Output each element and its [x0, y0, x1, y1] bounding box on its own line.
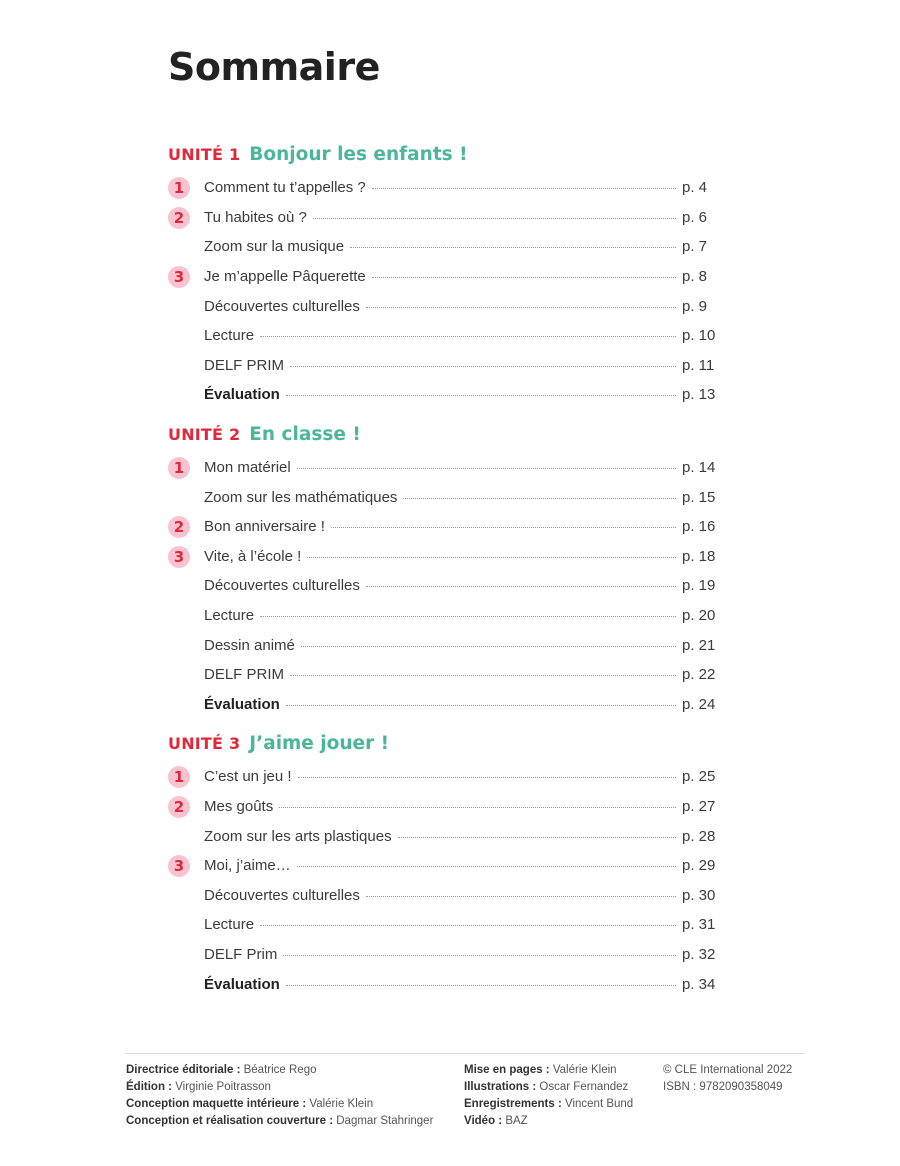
- credit-role: Conception et réalisation couverture :: [126, 1115, 334, 1127]
- lesson-number-badge: 1: [168, 766, 190, 788]
- toc-page-number: p. 30: [682, 886, 716, 904]
- dotted-leader: [290, 674, 676, 676]
- toc-entry-line: [204, 637, 718, 654]
- toc-page-number: p. 21: [682, 636, 716, 654]
- credit-role: Illustrations :: [464, 1081, 537, 1093]
- toc-page-number: p. 15: [682, 488, 716, 506]
- toc-entry-title: Lecture: [204, 607, 255, 625]
- credit-value: Oscar Fernandez: [539, 1081, 629, 1093]
- footer-credits-col1: [126, 1062, 433, 1130]
- toc-page-number: p. 9: [682, 297, 708, 315]
- dotted-leader: [297, 865, 676, 867]
- credit-line: [126, 1062, 433, 1079]
- toc-entry-line: [204, 548, 718, 565]
- toc-entry[interactable]: [168, 351, 728, 381]
- dotted-leader: [298, 776, 676, 778]
- toc-entry-line: [204, 386, 718, 403]
- toc-entry[interactable]: [168, 262, 728, 292]
- credit-value: Vincent Bund: [564, 1098, 634, 1110]
- toc-page-number: p. 32: [682, 945, 716, 963]
- credit-value: ISBN : 9782090358049: [663, 1081, 783, 1093]
- credit-value: Virginie Poitrasson: [175, 1081, 271, 1093]
- toc-entry-title: Mon matériel: [204, 459, 291, 477]
- lesson-number-badge: 1: [168, 457, 190, 479]
- dotted-leader: [366, 895, 676, 897]
- toc-page-number: p. 11: [682, 356, 715, 374]
- lesson-number-badge: 2: [168, 516, 190, 538]
- credit-role: Édition :: [126, 1081, 172, 1093]
- credit-line: [464, 1079, 633, 1096]
- toc-entry-title: Lecture: [204, 327, 255, 345]
- toc-page-number: p. 28: [682, 827, 716, 845]
- toc-page-number: p. 24: [682, 695, 716, 713]
- toc-entry-line: [204, 459, 718, 476]
- toc-entry-title: DELF Prim: [204, 945, 278, 963]
- toc-entry[interactable]: [168, 940, 728, 970]
- toc-entry-line: [204, 828, 718, 845]
- table-of-contents: [168, 144, 728, 1013]
- toc-page-number: p. 18: [682, 547, 716, 565]
- toc-entry-line: [204, 666, 718, 683]
- page-title: Sommaire: [168, 45, 380, 89]
- toc-entry[interactable]: [168, 821, 728, 851]
- toc-entry-title: C’est un jeu !: [204, 768, 292, 786]
- dotted-leader: [331, 526, 676, 528]
- toc-entry-title: Tu habites où ?: [204, 208, 307, 226]
- dotted-leader: [301, 645, 676, 647]
- toc-page-number: p. 7: [682, 238, 708, 256]
- toc-entry-title: Zoom sur la musique: [204, 238, 345, 256]
- toc-page-number: p. 34: [682, 975, 716, 993]
- toc-entry[interactable]: [168, 969, 728, 999]
- dotted-leader: [366, 306, 676, 308]
- unit-title: J’aime jouer !: [249, 733, 390, 755]
- toc-entry-title: Mes goûts: [204, 797, 274, 815]
- dotted-leader: [286, 984, 676, 986]
- toc-entry-line: [204, 357, 718, 374]
- credit-role: Conception maquette intérieure :: [126, 1098, 307, 1110]
- dotted-leader: [286, 394, 676, 396]
- dotted-leader: [283, 954, 676, 956]
- toc-entry-line: [204, 327, 718, 344]
- toc-entry-line: [204, 887, 718, 904]
- credit-line: [464, 1096, 633, 1113]
- toc-entry-title: Évaluation: [204, 695, 280, 713]
- toc-entry-title: Moi, j’aime…: [204, 857, 291, 875]
- dotted-leader: [286, 704, 676, 706]
- lesson-number-badge: 3: [168, 266, 190, 288]
- dotted-leader: [403, 497, 676, 499]
- toc-page-number: p. 10: [682, 327, 716, 345]
- credit-value: Dagmar Stahringer: [336, 1115, 434, 1127]
- toc-entry-title: DELF PRIM: [204, 666, 285, 684]
- dotted-leader: [313, 217, 676, 219]
- credit-line: [464, 1113, 633, 1130]
- toc-page-number: p. 25: [682, 768, 716, 786]
- toc-entry-line: [204, 577, 718, 594]
- toc-entry-title: Zoom sur les mathématiques: [204, 488, 398, 506]
- toc-page-number: p. 27: [682, 797, 716, 815]
- toc-entry[interactable]: [168, 321, 728, 351]
- dotted-leader: [398, 836, 676, 838]
- toc-page-number: p. 22: [682, 666, 716, 684]
- dotted-leader: [290, 365, 676, 367]
- toc-entry-title: Découvertes culturelles: [204, 297, 360, 315]
- toc-entry-title: DELF PRIM: [204, 356, 285, 374]
- toc-entry-title: Zoom sur les arts plastiques: [204, 827, 392, 845]
- toc-page-number: p. 13: [682, 386, 716, 404]
- unit-title: En classe !: [249, 423, 361, 445]
- toc-page-number: p. 20: [682, 607, 716, 625]
- unit-title: Bonjour les enfants !: [249, 144, 468, 165]
- toc-entry-title: Évaluation: [204, 386, 280, 404]
- footer-copyright: [663, 1062, 792, 1096]
- lesson-number-badge: 2: [168, 207, 190, 229]
- toc-entry-line: [204, 268, 718, 285]
- toc-entry[interactable]: [168, 630, 728, 660]
- toc-entry-line: [204, 238, 718, 255]
- toc-page-number: p. 31: [682, 916, 716, 934]
- credit-line: [464, 1062, 633, 1079]
- dotted-leader: [260, 615, 676, 617]
- toc-entry[interactable]: [168, 291, 728, 321]
- dotted-leader: [350, 246, 676, 248]
- toc-page-number: p. 19: [682, 577, 716, 595]
- toc-entry[interactable]: [168, 910, 728, 940]
- dotted-leader: [297, 467, 676, 469]
- toc-entry[interactable]: [168, 851, 728, 881]
- toc-entry[interactable]: [168, 690, 728, 720]
- toc-entry[interactable]: [168, 512, 728, 542]
- toc-entry-line: [204, 179, 718, 196]
- dotted-leader: [366, 585, 676, 587]
- credit-line: [126, 1113, 433, 1130]
- toc-entry[interactable]: [168, 762, 728, 792]
- toc-entry-line: [204, 946, 718, 963]
- toc-entry-line: [204, 298, 718, 315]
- footer-divider: [125, 1053, 805, 1054]
- toc-entry-line: [204, 696, 718, 713]
- toc-page-number: p. 4: [682, 179, 708, 197]
- dotted-leader: [279, 806, 676, 808]
- toc-entry-line: [204, 857, 718, 874]
- toc-entry-line: [204, 607, 718, 624]
- dotted-leader: [260, 924, 676, 926]
- toc-entry[interactable]: [168, 482, 728, 512]
- toc-entry[interactable]: [168, 601, 728, 631]
- toc-entry[interactable]: [168, 173, 728, 203]
- credit-value: BAZ: [505, 1115, 528, 1127]
- toc-entry-title: Découvertes culturelles: [204, 577, 360, 595]
- credit-line: [663, 1079, 792, 1096]
- unit-label: UNITÉ 3: [168, 734, 241, 754]
- unit-section: [168, 144, 728, 410]
- dotted-leader: [372, 187, 676, 189]
- dotted-leader: [260, 335, 676, 337]
- toc-entry-title: Bon anniversaire !: [204, 518, 325, 536]
- unit-label: UNITÉ 1: [168, 145, 241, 164]
- toc-entry-title: Évaluation: [204, 975, 280, 993]
- toc-entry-title: Vite, à l’école !: [204, 547, 302, 565]
- toc-entry-title: Je m’appelle Pâquerette: [204, 268, 366, 286]
- credit-role: Mise en pages :: [464, 1064, 550, 1076]
- credit-line: [663, 1062, 792, 1079]
- toc-entry[interactable]: [168, 232, 728, 262]
- dotted-leader: [372, 276, 676, 278]
- unit-label: UNITÉ 2: [168, 424, 241, 444]
- toc-page-number: p. 16: [682, 518, 716, 536]
- unit-header: [168, 424, 728, 450]
- lesson-number-badge: 3: [168, 855, 190, 877]
- toc-entry-line: [204, 976, 718, 993]
- unit-section: [168, 733, 728, 999]
- toc-entry-line: [204, 768, 718, 785]
- toc-entry[interactable]: [168, 792, 728, 822]
- toc-page-number: p. 6: [682, 208, 708, 226]
- toc-entry[interactable]: [168, 571, 728, 601]
- toc-entry-line: [204, 916, 718, 933]
- toc-entry-line: [204, 798, 718, 815]
- credit-value: Valérie Klein: [309, 1098, 374, 1110]
- lesson-number-badge: 2: [168, 796, 190, 818]
- toc-entry-title: Découvertes culturelles: [204, 886, 360, 904]
- toc-entry-line: [204, 489, 718, 506]
- credit-value: © CLE International 2022: [663, 1064, 793, 1076]
- toc-entry-line: [204, 209, 718, 226]
- unit-header: [168, 733, 728, 759]
- toc-entry[interactable]: [168, 380, 728, 410]
- credit-role: Enregistrements :: [464, 1098, 562, 1110]
- toc-entry-title: Dessin animé: [204, 636, 295, 654]
- dotted-leader: [307, 556, 676, 558]
- credit-line: [126, 1079, 433, 1096]
- lesson-number-badge: 1: [168, 177, 190, 199]
- lesson-number-badge: 3: [168, 546, 190, 568]
- credit-role: Directrice éditoriale :: [126, 1064, 241, 1076]
- credit-role: Vidéo :: [464, 1115, 503, 1127]
- credit-value: Béatrice Rego: [243, 1064, 317, 1076]
- toc-page-number: p. 29: [682, 857, 716, 875]
- toc-entry[interactable]: [168, 660, 728, 690]
- toc-entry[interactable]: [168, 203, 728, 233]
- toc-entry[interactable]: [168, 542, 728, 572]
- toc-entry[interactable]: [168, 880, 728, 910]
- credit-value: Valérie Klein: [552, 1064, 617, 1076]
- toc-entry-title: Lecture: [204, 916, 255, 934]
- credit-line: [126, 1096, 433, 1113]
- toc-page-number: p. 8: [682, 268, 708, 286]
- unit-header: [168, 144, 728, 170]
- unit-section: [168, 424, 728, 719]
- toc-entry[interactable]: [168, 453, 728, 483]
- toc-page-number: p. 14: [682, 459, 716, 477]
- toc-entry-title: Comment tu t’appelles ?: [204, 179, 366, 197]
- toc-entry-line: [204, 518, 718, 535]
- footer-credits-col2: [464, 1062, 633, 1130]
